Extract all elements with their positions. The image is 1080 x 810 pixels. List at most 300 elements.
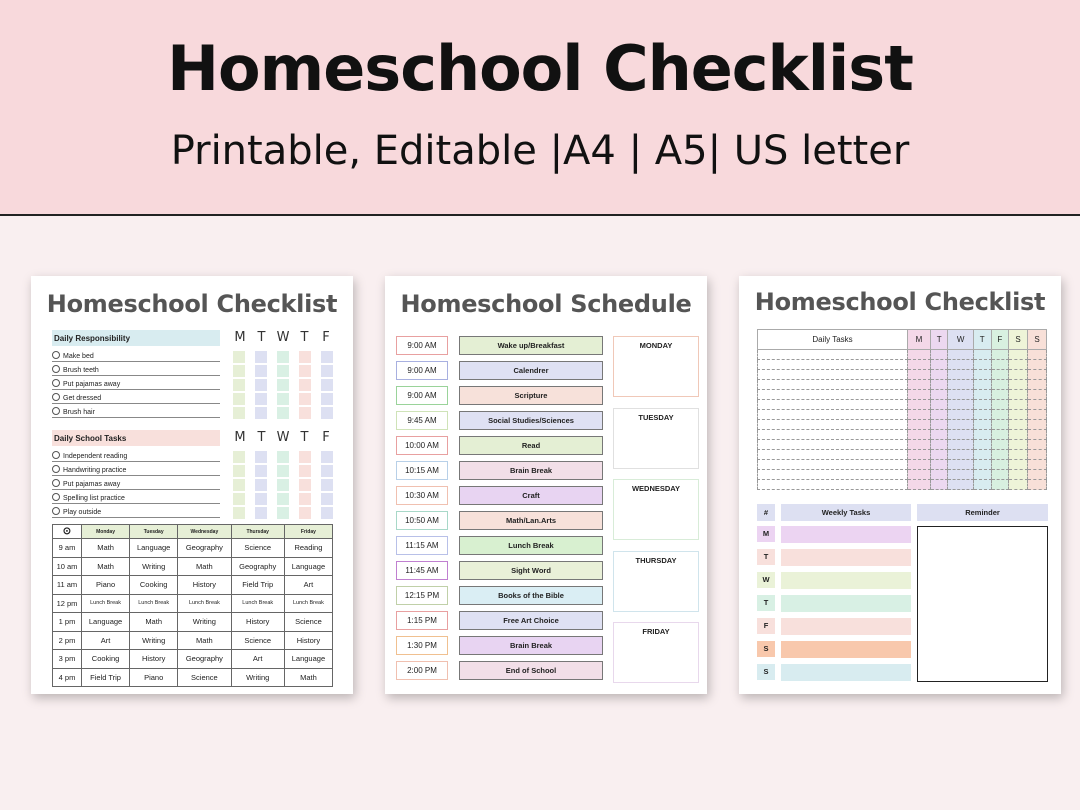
checkbox-square[interactable] — [277, 351, 289, 363]
daily-responsibility-header: Daily Responsibility — [52, 330, 220, 346]
check-cell[interactable] — [930, 390, 948, 400]
check-cell[interactable] — [930, 440, 948, 450]
time-slot[interactable]: 10:50 AM — [396, 511, 448, 530]
activity-slot[interactable]: Craft — [459, 486, 603, 505]
schedule-row — [396, 586, 602, 605]
check-cell[interactable] — [908, 370, 931, 380]
day-label: MONDAY — [639, 341, 673, 350]
checkbox-square[interactable] — [255, 465, 267, 477]
subject-cell[interactable]: Language — [284, 557, 332, 576]
checkbox-square[interactable] — [277, 493, 289, 505]
subject-cell[interactable]: Math — [178, 557, 231, 576]
day-note-box[interactable] — [613, 551, 699, 612]
time-slot[interactable]: 9:00 AM — [396, 386, 448, 405]
checkbox-circle-icon[interactable] — [52, 451, 60, 459]
weekly-task-field[interactable] — [781, 618, 911, 635]
subject-cell[interactable]: Science — [284, 613, 332, 632]
check-cell[interactable] — [930, 450, 948, 460]
weekday-label: F — [322, 430, 330, 445]
check-cell[interactable] — [948, 410, 974, 420]
task-cell[interactable] — [758, 430, 908, 440]
weekly-task-field[interactable] — [781, 641, 911, 658]
checkbox-square[interactable] — [321, 351, 333, 363]
check-cell[interactable] — [1028, 440, 1047, 450]
checkbox-circle-icon[interactable] — [52, 351, 60, 359]
reminder-box[interactable] — [917, 526, 1048, 682]
activity-slot[interactable]: Social Studies/Sciences — [459, 411, 603, 430]
subject-cell[interactable]: Writing — [130, 631, 178, 650]
check-cell[interactable] — [1009, 400, 1028, 410]
weekly-task-field[interactable] — [781, 549, 911, 566]
check-cell[interactable] — [948, 460, 974, 470]
schedule-row — [396, 361, 602, 380]
checkbox-square[interactable] — [299, 393, 311, 405]
checkbox-square[interactable] — [277, 479, 289, 491]
check-cell[interactable] — [991, 360, 1009, 370]
checkbox-square[interactable] — [299, 407, 311, 419]
check-cell[interactable] — [1028, 420, 1047, 430]
schedule-row — [396, 336, 602, 355]
check-cell[interactable] — [1028, 410, 1047, 420]
checkbox-square[interactable] — [255, 507, 267, 519]
checkbox-square[interactable] — [321, 379, 333, 391]
check-cell[interactable] — [908, 480, 931, 490]
check-cell[interactable] — [1009, 360, 1028, 370]
task-item[interactable] — [52, 376, 220, 390]
time-slot[interactable]: 1:15 PM — [396, 611, 448, 630]
checkbox-square[interactable] — [321, 365, 333, 377]
check-cell[interactable] — [1009, 430, 1028, 440]
check-cell[interactable] — [1009, 460, 1028, 470]
task-label: Spelling list practice — [63, 495, 125, 502]
check-cell[interactable] — [973, 400, 991, 410]
task-cell[interactable] — [758, 480, 908, 490]
checkbox-square[interactable] — [255, 479, 267, 491]
check-cell[interactable] — [991, 400, 1009, 410]
sheet-title: Homeschool Schedule — [400, 290, 692, 318]
check-cell[interactable] — [973, 370, 991, 380]
check-cell[interactable] — [1028, 450, 1047, 460]
subject-cell[interactable]: Math — [82, 539, 130, 558]
checkbox-square[interactable] — [299, 465, 311, 477]
check-cell[interactable] — [1028, 360, 1047, 370]
task-item[interactable] — [52, 390, 220, 404]
check-cell[interactable] — [991, 420, 1009, 430]
subject-cell[interactable]: Math — [82, 557, 130, 576]
time-cell: 12 pm — [53, 594, 82, 613]
check-cell[interactable] — [948, 430, 974, 440]
check-cell[interactable] — [1009, 420, 1028, 430]
check-cell[interactable] — [1009, 470, 1028, 480]
subject-cell[interactable]: Language — [284, 650, 332, 669]
schedule-row — [396, 636, 602, 655]
check-cell[interactable] — [973, 480, 991, 490]
weekday-label: T — [300, 330, 309, 345]
checkbox-square[interactable] — [321, 479, 333, 491]
subject-cell[interactable]: Lunch Break — [284, 594, 332, 613]
activity-slot[interactable]: Brain Break — [459, 636, 603, 655]
checkbox-square[interactable] — [277, 465, 289, 477]
subject-cell[interactable]: Piano — [82, 576, 130, 595]
checkbox-square[interactable] — [233, 479, 245, 491]
check-cell[interactable] — [973, 420, 991, 430]
check-cell[interactable] — [948, 360, 974, 370]
task-cell[interactable] — [758, 370, 908, 380]
subject-cell[interactable]: History — [231, 613, 284, 632]
subject-cell[interactable]: History — [130, 650, 178, 669]
subject-cell[interactable]: History — [284, 631, 332, 650]
weekday-label: M — [757, 526, 775, 542]
checkbox-square[interactable] — [321, 493, 333, 505]
check-cell[interactable] — [948, 480, 974, 490]
check-cell[interactable] — [973, 360, 991, 370]
subject-cell[interactable]: Art — [284, 576, 332, 595]
day-note-box[interactable] — [613, 408, 699, 469]
weekly-hash-header: # — [757, 504, 775, 521]
subject-cell[interactable]: Geography — [178, 539, 231, 558]
subject-cell[interactable]: Field Trip — [82, 668, 130, 687]
checkbox-square[interactable] — [233, 407, 245, 419]
banner-subtitle: Printable, Editable |A4 | A5| US letter — [170, 128, 910, 174]
task-cell[interactable] — [758, 390, 908, 400]
time-slot[interactable]: 1:30 PM — [396, 636, 448, 655]
day-note-box[interactable] — [613, 622, 699, 683]
check-cell[interactable] — [930, 480, 948, 490]
check-cell[interactable] — [948, 420, 974, 430]
subject-cell[interactable]: Math — [284, 668, 332, 687]
subject-cell[interactable]: Science — [231, 539, 284, 558]
check-cell[interactable] — [1009, 370, 1028, 380]
checkbox-square[interactable] — [233, 465, 245, 477]
table-row — [758, 480, 1047, 490]
checkbox-circle-icon[interactable] — [52, 507, 60, 515]
check-cell[interactable] — [1009, 380, 1028, 390]
checkbox-square[interactable] — [277, 365, 289, 377]
checkbox-square[interactable] — [233, 493, 245, 505]
table-row — [53, 668, 333, 687]
check-cell[interactable] — [1009, 440, 1028, 450]
weekly-task-field[interactable] — [781, 572, 911, 589]
subject-cell[interactable]: Cooking — [130, 576, 178, 595]
check-cell[interactable] — [908, 460, 931, 470]
check-cell[interactable] — [908, 440, 931, 450]
time-slot[interactable]: 11:45 AM — [396, 561, 448, 580]
check-cell[interactable] — [908, 350, 931, 360]
task-cell[interactable] — [758, 440, 908, 450]
subject-cell[interactable]: Field Trip — [231, 576, 284, 595]
check-cell[interactable] — [948, 440, 974, 450]
check-cell[interactable] — [908, 360, 931, 370]
table-row — [758, 470, 1047, 480]
time-slot[interactable]: 12:15 PM — [396, 586, 448, 605]
activity-slot[interactable]: Math/Lan.Arts — [459, 511, 603, 530]
checkbox-square[interactable] — [299, 379, 311, 391]
check-cell[interactable] — [1028, 470, 1047, 480]
check-cell[interactable] — [930, 360, 948, 370]
sheet-title: Homeschool Checklist — [46, 290, 338, 318]
weekday-label: W — [757, 572, 775, 588]
task-cell[interactable] — [758, 450, 908, 460]
checkbox-square[interactable] — [299, 351, 311, 363]
activity-slot[interactable]: Calendrer — [459, 361, 603, 380]
activity-slot[interactable]: Scripture — [459, 386, 603, 405]
checkbox-square[interactable] — [321, 465, 333, 477]
subject-cell[interactable]: Geography — [231, 557, 284, 576]
check-cell[interactable] — [908, 450, 931, 460]
subject-cell[interactable]: Piano — [130, 668, 178, 687]
check-cell[interactable] — [973, 380, 991, 390]
checkbox-square[interactable] — [299, 493, 311, 505]
check-cell[interactable] — [948, 380, 974, 390]
task-item[interactable] — [52, 362, 220, 376]
check-cell[interactable] — [991, 370, 1009, 380]
check-cell[interactable] — [991, 480, 1009, 490]
task-cell[interactable] — [758, 470, 908, 480]
time-cell: 4 pm — [53, 668, 82, 687]
check-cell[interactable] — [991, 450, 1009, 460]
check-cell[interactable] — [1009, 390, 1028, 400]
checkbox-square[interactable] — [255, 351, 267, 363]
time-slot[interactable]: 9:00 AM — [396, 336, 448, 355]
check-cell[interactable] — [1009, 410, 1028, 420]
time-slot[interactable]: 10:30 AM — [396, 486, 448, 505]
time-slot[interactable]: 10:00 AM — [396, 436, 448, 455]
check-cell[interactable] — [1028, 370, 1047, 380]
subject-cell[interactable]: Lunch Break — [82, 594, 130, 613]
check-cell[interactable] — [1028, 380, 1047, 390]
time-slot[interactable]: 2:00 PM — [396, 661, 448, 680]
banner-title: Homeschool Checklist — [167, 32, 913, 105]
check-cell[interactable] — [973, 430, 991, 440]
task-item[interactable] — [52, 404, 220, 418]
day-note-box[interactable] — [613, 336, 699, 397]
checkbox-circle-icon[interactable] — [52, 479, 60, 487]
checkbox-square[interactable] — [299, 479, 311, 491]
check-cell[interactable] — [908, 430, 931, 440]
subject-cell[interactable]: Math — [178, 631, 231, 650]
check-cell[interactable] — [908, 420, 931, 430]
check-cell[interactable] — [948, 390, 974, 400]
task-item[interactable] — [52, 504, 220, 518]
subject-cell[interactable]: Lunch Break — [231, 594, 284, 613]
checkbox-square[interactable] — [321, 451, 333, 463]
check-cell[interactable] — [908, 400, 931, 410]
weekly-timetable — [52, 524, 333, 687]
check-cell[interactable] — [908, 390, 931, 400]
check-cell[interactable] — [948, 450, 974, 460]
checkbox-square[interactable] — [299, 451, 311, 463]
task-item[interactable] — [52, 476, 220, 490]
activity-slot[interactable]: Free Art Choice — [459, 611, 603, 630]
subject-cell[interactable]: Geography — [178, 650, 231, 669]
check-cell[interactable] — [991, 380, 1009, 390]
check-cell[interactable] — [1009, 350, 1028, 360]
check-cell[interactable] — [973, 460, 991, 470]
time-slot[interactable]: 9:45 AM — [396, 411, 448, 430]
check-cell[interactable] — [991, 470, 1009, 480]
check-cell[interactable] — [973, 390, 991, 400]
check-cell[interactable] — [930, 370, 948, 380]
check-cell[interactable] — [1028, 480, 1047, 490]
task-cell[interactable] — [758, 460, 908, 470]
table-row — [758, 400, 1047, 410]
check-cell[interactable] — [930, 400, 948, 410]
check-cell[interactable] — [1009, 480, 1028, 490]
subject-cell[interactable]: Science — [231, 631, 284, 650]
weekly-task-field[interactable] — [781, 595, 911, 612]
checkbox-square[interactable] — [277, 379, 289, 391]
check-cell[interactable] — [973, 440, 991, 450]
check-cell[interactable] — [1028, 400, 1047, 410]
table-row — [53, 650, 333, 669]
subject-cell[interactable]: Language — [130, 539, 178, 558]
subject-cell[interactable]: Lunch Break — [178, 594, 231, 613]
checkbox-circle-icon[interactable] — [52, 365, 60, 373]
subject-cell[interactable]: Writing — [231, 668, 284, 687]
activity-slot[interactable]: Brain Break — [459, 461, 603, 480]
check-cell[interactable] — [991, 390, 1009, 400]
subject-cell[interactable]: Art — [82, 631, 130, 650]
schedule-row — [396, 611, 602, 630]
table-row — [758, 440, 1047, 450]
check-cell[interactable] — [908, 380, 931, 390]
checkbox-square[interactable] — [277, 407, 289, 419]
check-cell[interactable] — [973, 410, 991, 420]
task-cell[interactable] — [758, 350, 908, 360]
weekday-label: S — [757, 641, 775, 657]
check-cell[interactable] — [948, 470, 974, 480]
check-cell[interactable] — [973, 450, 991, 460]
weekly-task-field[interactable] — [781, 664, 911, 681]
check-cell[interactable] — [930, 380, 948, 390]
subject-cell[interactable]: Writing — [178, 613, 231, 632]
subject-cell[interactable]: Math — [130, 613, 178, 632]
task-item[interactable] — [52, 490, 220, 504]
activity-slot[interactable]: Sight Word — [459, 561, 603, 580]
check-cell[interactable] — [930, 460, 948, 470]
check-cell[interactable] — [991, 440, 1009, 450]
subject-cell[interactable]: Writing — [130, 557, 178, 576]
checkbox-square[interactable] — [299, 365, 311, 377]
subject-cell[interactable]: History — [178, 576, 231, 595]
subject-cell[interactable]: Reading — [284, 539, 332, 558]
activity-slot[interactable]: Read — [459, 436, 603, 455]
checkbox-square[interactable] — [233, 507, 245, 519]
check-cell[interactable] — [948, 370, 974, 380]
activity-slot[interactable]: Lunch Break — [459, 536, 603, 555]
checkbox-square[interactable] — [321, 393, 333, 405]
reminder-header: Reminder — [917, 504, 1048, 521]
checkbox-square[interactable] — [321, 407, 333, 419]
check-cell[interactable] — [991, 460, 1009, 470]
clock-icon: ⊙ — [53, 525, 82, 539]
check-cell[interactable] — [991, 430, 1009, 440]
subject-cell[interactable]: Lunch Break — [130, 594, 178, 613]
checkbox-circle-icon[interactable] — [52, 465, 60, 473]
weekly-task-field[interactable] — [781, 526, 911, 543]
check-cell[interactable] — [908, 470, 931, 480]
checkbox-square[interactable] — [299, 507, 311, 519]
check-cell[interactable] — [930, 470, 948, 480]
activity-slot[interactable]: Books of the Bible — [459, 586, 603, 605]
checkbox-square[interactable] — [233, 379, 245, 391]
checkbox-square[interactable] — [233, 451, 245, 463]
checkbox-square[interactable] — [233, 393, 245, 405]
checkbox-square[interactable] — [255, 379, 267, 391]
check-cell[interactable] — [1028, 350, 1047, 360]
day-column-header: F — [991, 330, 1009, 350]
subject-cell[interactable]: Cooking — [82, 650, 130, 669]
activity-slot[interactable]: Wake up/Breakfast — [459, 336, 603, 355]
task-cell[interactable] — [758, 410, 908, 420]
task-cell[interactable] — [758, 420, 908, 430]
checkbox-square[interactable] — [233, 351, 245, 363]
check-cell[interactable] — [973, 350, 991, 360]
time-cell: 9 am — [53, 539, 82, 558]
checkbox-square[interactable] — [321, 507, 333, 519]
checkbox-square[interactable] — [255, 451, 267, 463]
task-label: Independent reading — [63, 453, 128, 460]
checkbox-circle-icon[interactable] — [52, 407, 60, 415]
checkbox-square[interactable] — [255, 393, 267, 405]
check-cell[interactable] — [930, 350, 948, 360]
checkbox-square[interactable] — [255, 407, 267, 419]
checkbox-square[interactable] — [277, 507, 289, 519]
time-slot[interactable]: 9:00 AM — [396, 361, 448, 380]
schedule-row — [396, 561, 602, 580]
task-item[interactable] — [52, 462, 220, 476]
check-cell[interactable] — [1009, 450, 1028, 460]
day-note-box[interactable] — [613, 479, 699, 540]
time-slot[interactable]: 11:15 AM — [396, 536, 448, 555]
check-cell[interactable] — [1028, 460, 1047, 470]
activity-slot[interactable]: End of School — [459, 661, 603, 680]
checkbox-circle-icon[interactable] — [52, 493, 60, 501]
checkbox-circle-icon[interactable] — [52, 379, 60, 387]
subject-cell[interactable]: Language — [82, 613, 130, 632]
check-cell[interactable] — [908, 410, 931, 420]
checkbox-square[interactable] — [255, 493, 267, 505]
check-cell[interactable] — [948, 350, 974, 360]
time-cell: 1 pm — [53, 613, 82, 632]
check-cell[interactable] — [930, 410, 948, 420]
check-cell[interactable] — [930, 420, 948, 430]
checkbox-square[interactable] — [277, 451, 289, 463]
checkbox-square[interactable] — [255, 365, 267, 377]
time-slot[interactable]: 10:15 AM — [396, 461, 448, 480]
check-cell[interactable] — [1028, 430, 1047, 440]
check-cell[interactable] — [948, 400, 974, 410]
subject-cell[interactable]: Art — [231, 650, 284, 669]
task-cell[interactable] — [758, 380, 908, 390]
checkbox-circle-icon[interactable] — [52, 393, 60, 401]
check-cell[interactable] — [1028, 390, 1047, 400]
task-cell[interactable] — [758, 360, 908, 370]
checkbox-square[interactable] — [233, 365, 245, 377]
task-item[interactable] — [52, 348, 220, 362]
task-item[interactable] — [52, 448, 220, 462]
checklist-sheet-3 — [739, 276, 1061, 694]
task-cell[interactable] — [758, 400, 908, 410]
table-row — [758, 460, 1047, 470]
check-cell[interactable] — [991, 410, 1009, 420]
check-cell[interactable] — [991, 350, 1009, 360]
weekday-label: M — [234, 330, 246, 345]
subject-cell[interactable]: Science — [178, 668, 231, 687]
check-cell[interactable] — [930, 430, 948, 440]
checkbox-square[interactable] — [277, 393, 289, 405]
check-cell[interactable] — [973, 470, 991, 480]
